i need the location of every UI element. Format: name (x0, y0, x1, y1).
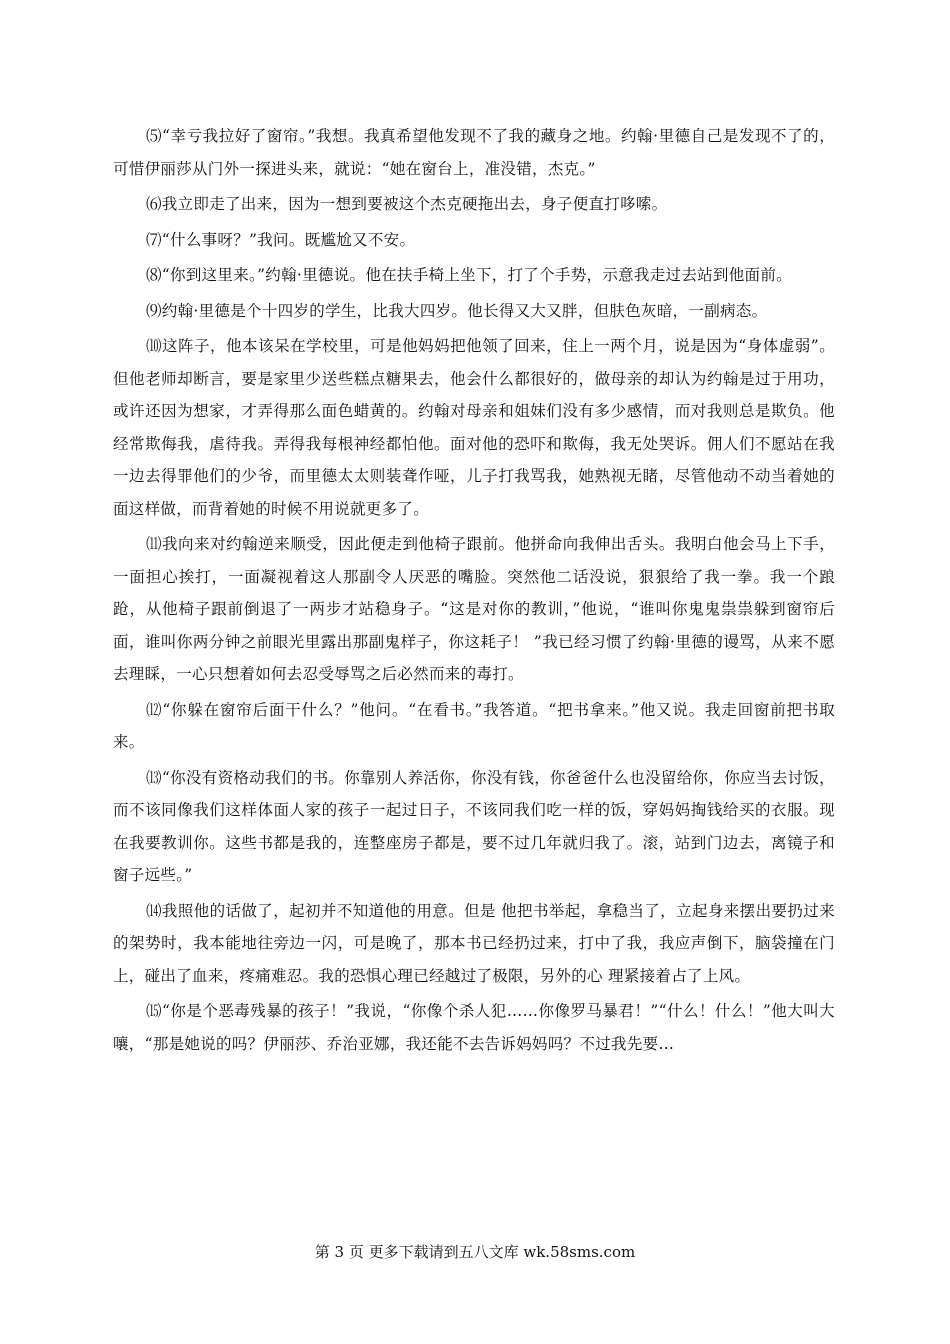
page-footer: 第 3 页 更多下载请到五八文库 wk.58sms.com (314, 1243, 636, 1261)
paragraph-9: ⑼约翰·里德是个十四岁的学生，比我大四岁。他长得又大又胖，但肤色灰暗，一副病态。 (146, 301, 768, 320)
paragraph-15: ⒂“你是个恶毒残暴的孩子！”我说，“你像个杀人犯……你像罗马暴君！”“什么！什么！”他大叫大嚷，“那是她说的吗？伊丽莎、乔治亚娜，我还能不去告诉妈妈吗？不过我先要… (113, 1002, 835, 1053)
paragraph-14: ⒁我照他的话做了，起初并不知道他的用意。但是 他把书举起，拿稳当了，立起身来摆出要扔过来的架势时，我本能地往旁边一闪，可是晚了，那本书已经扔过来，打中了我，我应声倒下，脑袋撞在门上，碰出了血来，疼痛难忍。我的恐惧心理已经越过了极限，另外的心 理紧接着占了上风。 (113, 901, 835, 985)
paragraph-8: ⑻“你到这里来。”约翰·里德说。他在扶手椅上坐下，打了个手势，示意我走过去站到他面前。 (146, 266, 792, 284)
paragraph-10: ⑽这阵子，他本该呆在学校里，可是他妈妈把他领了回来，住上一两个月，说是因为“身体虚弱”。但他老师却断言，要是家里少送些糕点糖果去，他会什么都很好的，做母亲的却认为约翰是过于用功，或许还因为想家，才弄得那么面色蜡黄的。约翰对母亲和姐妹们没有多少感情，而对我则总是欺负。他经常欺侮我，虐待我。弄得我每根神经都怕他。面对他的恐吓和欺侮，我无处哭诉。佣人们不愿站在我一边去得罪他们的少爷，而里德太太则装聋作哑，儿子打我骂我，她熟视无睹，尽管他动不动当着她的面这样做，而背着她的时候不用说就更多了。 (113, 337, 835, 518)
paragraph-5: ⑸“幸亏我拉好了窗帘。”我想。我真希望他发现不了我的藏身之地。约翰·里德自己是发现不了的，可惜伊丽莎从门外一探进头来，就说：“她在窗台上，准没错，杰克。” (113, 127, 835, 178)
paragraph-6: ⑹我立即走了出来，因为一想到要被这个杰克硬拖出去，身子便直打哆嗦。 (146, 195, 668, 213)
paragraph-12: ⑿“你躲在窗帘后面干什么？”他问。“在看书。”我答道。“把书拿来。”他又说。我走回窗前把书取来。 (113, 700, 835, 751)
paragraph-7: ⑺“什么事呀？”我问。既尴尬又不安。 (146, 230, 416, 249)
article-body (113, 120, 835, 1063)
paragraph-13: ⒀“你没有资格动我们的书。你靠别人养活你，你没有钱，你爸爸什么也没留给你，你应当去讨饭，而不该同像我们这样体面人家的孩子一起过日子，不该同我们吃一样的饭，穿妈妈掏钱给买的衣服。现在我要教训你。这些书都是我的，连整座房子都是，要不过几年就归我了。滚，站到门边去，离镜子和窗子远些。” (113, 768, 835, 884)
paragraph-11: ⑾我向来对约翰逆来顺受，因此便走到他椅子跟前。他拼命向我伸出舌头。我明白他会马上下手，一面担心挨打，一面凝视着这人那副令人厌恶的嘴脸。突然他二话没说，狠狠给了我一拳。我一个踉跄，从他椅子跟前倒退了一两步才站稳身子。“这是对你的教训，”他说，“谁叫你鬼鬼祟祟躲到窗帘后面，谁叫你两分钟之前眼光里露出那副鬼样子，你这耗子！ ”我已经习惯了约翰·里德的谩骂，从来不愿去理睬，一心只想着如何去忍受辱骂之后必然而来的毒打。 (113, 535, 835, 683)
